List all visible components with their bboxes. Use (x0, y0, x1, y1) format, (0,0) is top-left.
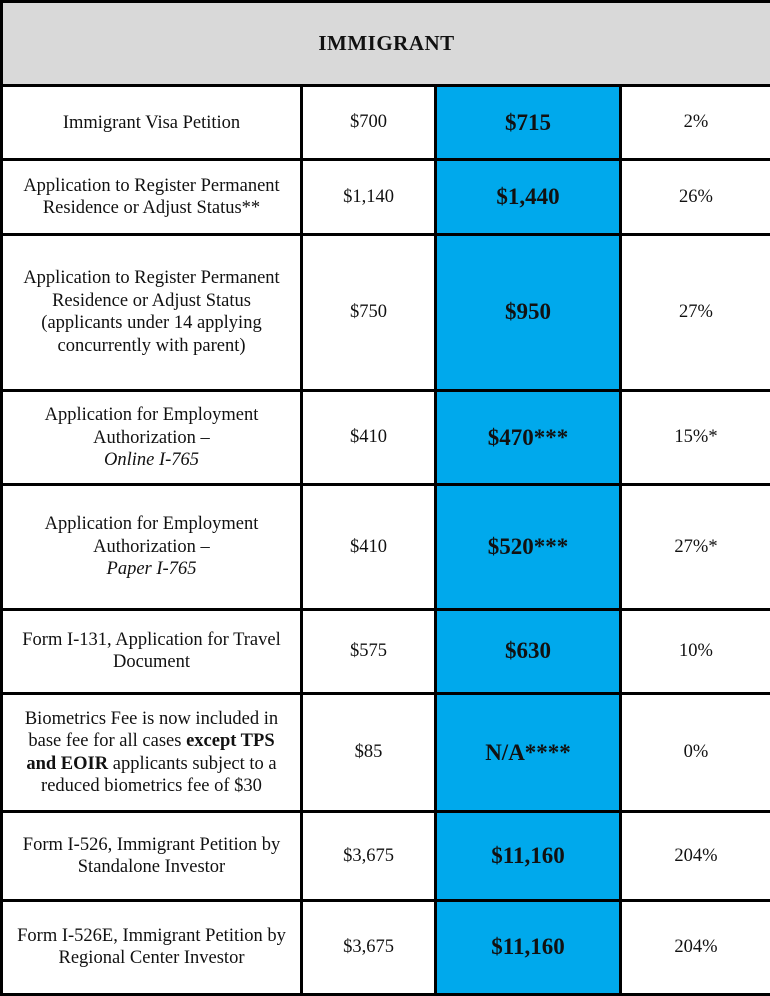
form-name-italic-line: Paper I-765 (106, 559, 197, 580)
table-row (2, 86, 770, 160)
new-fee-cell: $520*** (436, 485, 621, 609)
form-name-cell (2, 160, 302, 234)
new-fee-cell: $11,160 (436, 812, 621, 900)
form-name-cell (2, 609, 302, 693)
form-name-line: reduced biometrics fee of $30 (41, 776, 262, 797)
table-row (2, 609, 770, 693)
percent-change-cell: 204% (621, 900, 770, 994)
form-name-line: Biometrics Fee is now included in (24, 708, 279, 729)
percent-change-cell: 27% (621, 234, 770, 390)
old-fee-cell: $575 (302, 609, 436, 693)
form-name-line: Authorization – (93, 427, 210, 448)
form-name-line (7, 753, 296, 776)
percent-change-cell: 26% (621, 160, 770, 234)
table-row (2, 485, 770, 609)
table-row (2, 812, 770, 900)
form-name-line: Form I-526, Immigrant Petition by (22, 834, 281, 855)
form-name-line: Application to Register Permanent (23, 268, 280, 289)
form-name-cell (2, 485, 302, 609)
old-fee-cell: $750 (302, 234, 436, 390)
new-fee-cell: N/A**** (436, 694, 621, 812)
percent-change-cell: 15%* (621, 391, 770, 485)
form-name-line (7, 730, 296, 753)
table-row (2, 694, 770, 812)
form-name-text: base fee for all cases (28, 731, 187, 752)
form-name-line: Standalone Investor (77, 857, 226, 878)
form-name-line: (applicants under 14 applying (41, 313, 262, 334)
percent-change-cell: 0% (621, 694, 770, 812)
table-header-row (2, 2, 770, 86)
form-name-bold-text: and EOIR (26, 753, 109, 774)
new-fee-cell: $11,160 (436, 900, 621, 994)
old-fee-cell: $85 (302, 694, 436, 812)
new-fee-cell: $470*** (436, 391, 621, 485)
percent-change-cell: 10% (621, 609, 770, 693)
percent-change-cell: 204% (621, 812, 770, 900)
new-fee-cell: $715 (436, 86, 621, 160)
form-name-line: Application to Register Permanent (23, 175, 280, 196)
old-fee-cell: $700 (302, 86, 436, 160)
new-fee-cell: $950 (436, 234, 621, 390)
form-name-cell (2, 86, 302, 160)
form-name-bold-text: except TPS (186, 731, 275, 752)
new-fee-cell: $630 (436, 609, 621, 693)
form-name-text: applicants subject to a (108, 753, 277, 774)
form-name-cell (2, 900, 302, 994)
form-name-line: Form I-526E, Immigrant Petition by (17, 925, 286, 946)
old-fee-cell: $3,675 (302, 900, 436, 994)
table-title: IMMIGRANT (2, 2, 770, 86)
form-name-line: Residence or Adjust Status** (42, 198, 261, 219)
form-name-cell (2, 391, 302, 485)
old-fee-cell: $1,140 (302, 160, 436, 234)
form-name-line: Application for Employment (44, 514, 259, 535)
form-name-line: Form I-131, Application for Travel (22, 629, 281, 650)
table-row (2, 234, 770, 390)
form-name-line: Document (112, 652, 191, 673)
table-row (2, 160, 770, 234)
form-name-italic-line: Online I-765 (103, 450, 200, 471)
form-name-line: Authorization – (93, 536, 210, 557)
form-name-line: Application for Employment (44, 405, 259, 426)
new-fee-cell: $1,440 (436, 160, 621, 234)
form-name-cell (2, 694, 302, 812)
old-fee-cell: $3,675 (302, 812, 436, 900)
old-fee-cell: $410 (302, 391, 436, 485)
table-row (2, 391, 770, 485)
table-row (2, 900, 770, 994)
old-fee-cell: $410 (302, 485, 436, 609)
percent-change-cell: 2% (621, 86, 770, 160)
form-name-line: Regional Center Investor (58, 948, 245, 969)
form-name-cell (2, 234, 302, 390)
percent-change-cell: 27%* (621, 485, 770, 609)
form-name-line: Immigrant Visa Petition (62, 112, 241, 133)
form-name-line: Residence or Adjust Status (52, 290, 251, 311)
form-name-cell (2, 812, 302, 900)
form-name-line: concurrently with parent) (57, 335, 246, 356)
